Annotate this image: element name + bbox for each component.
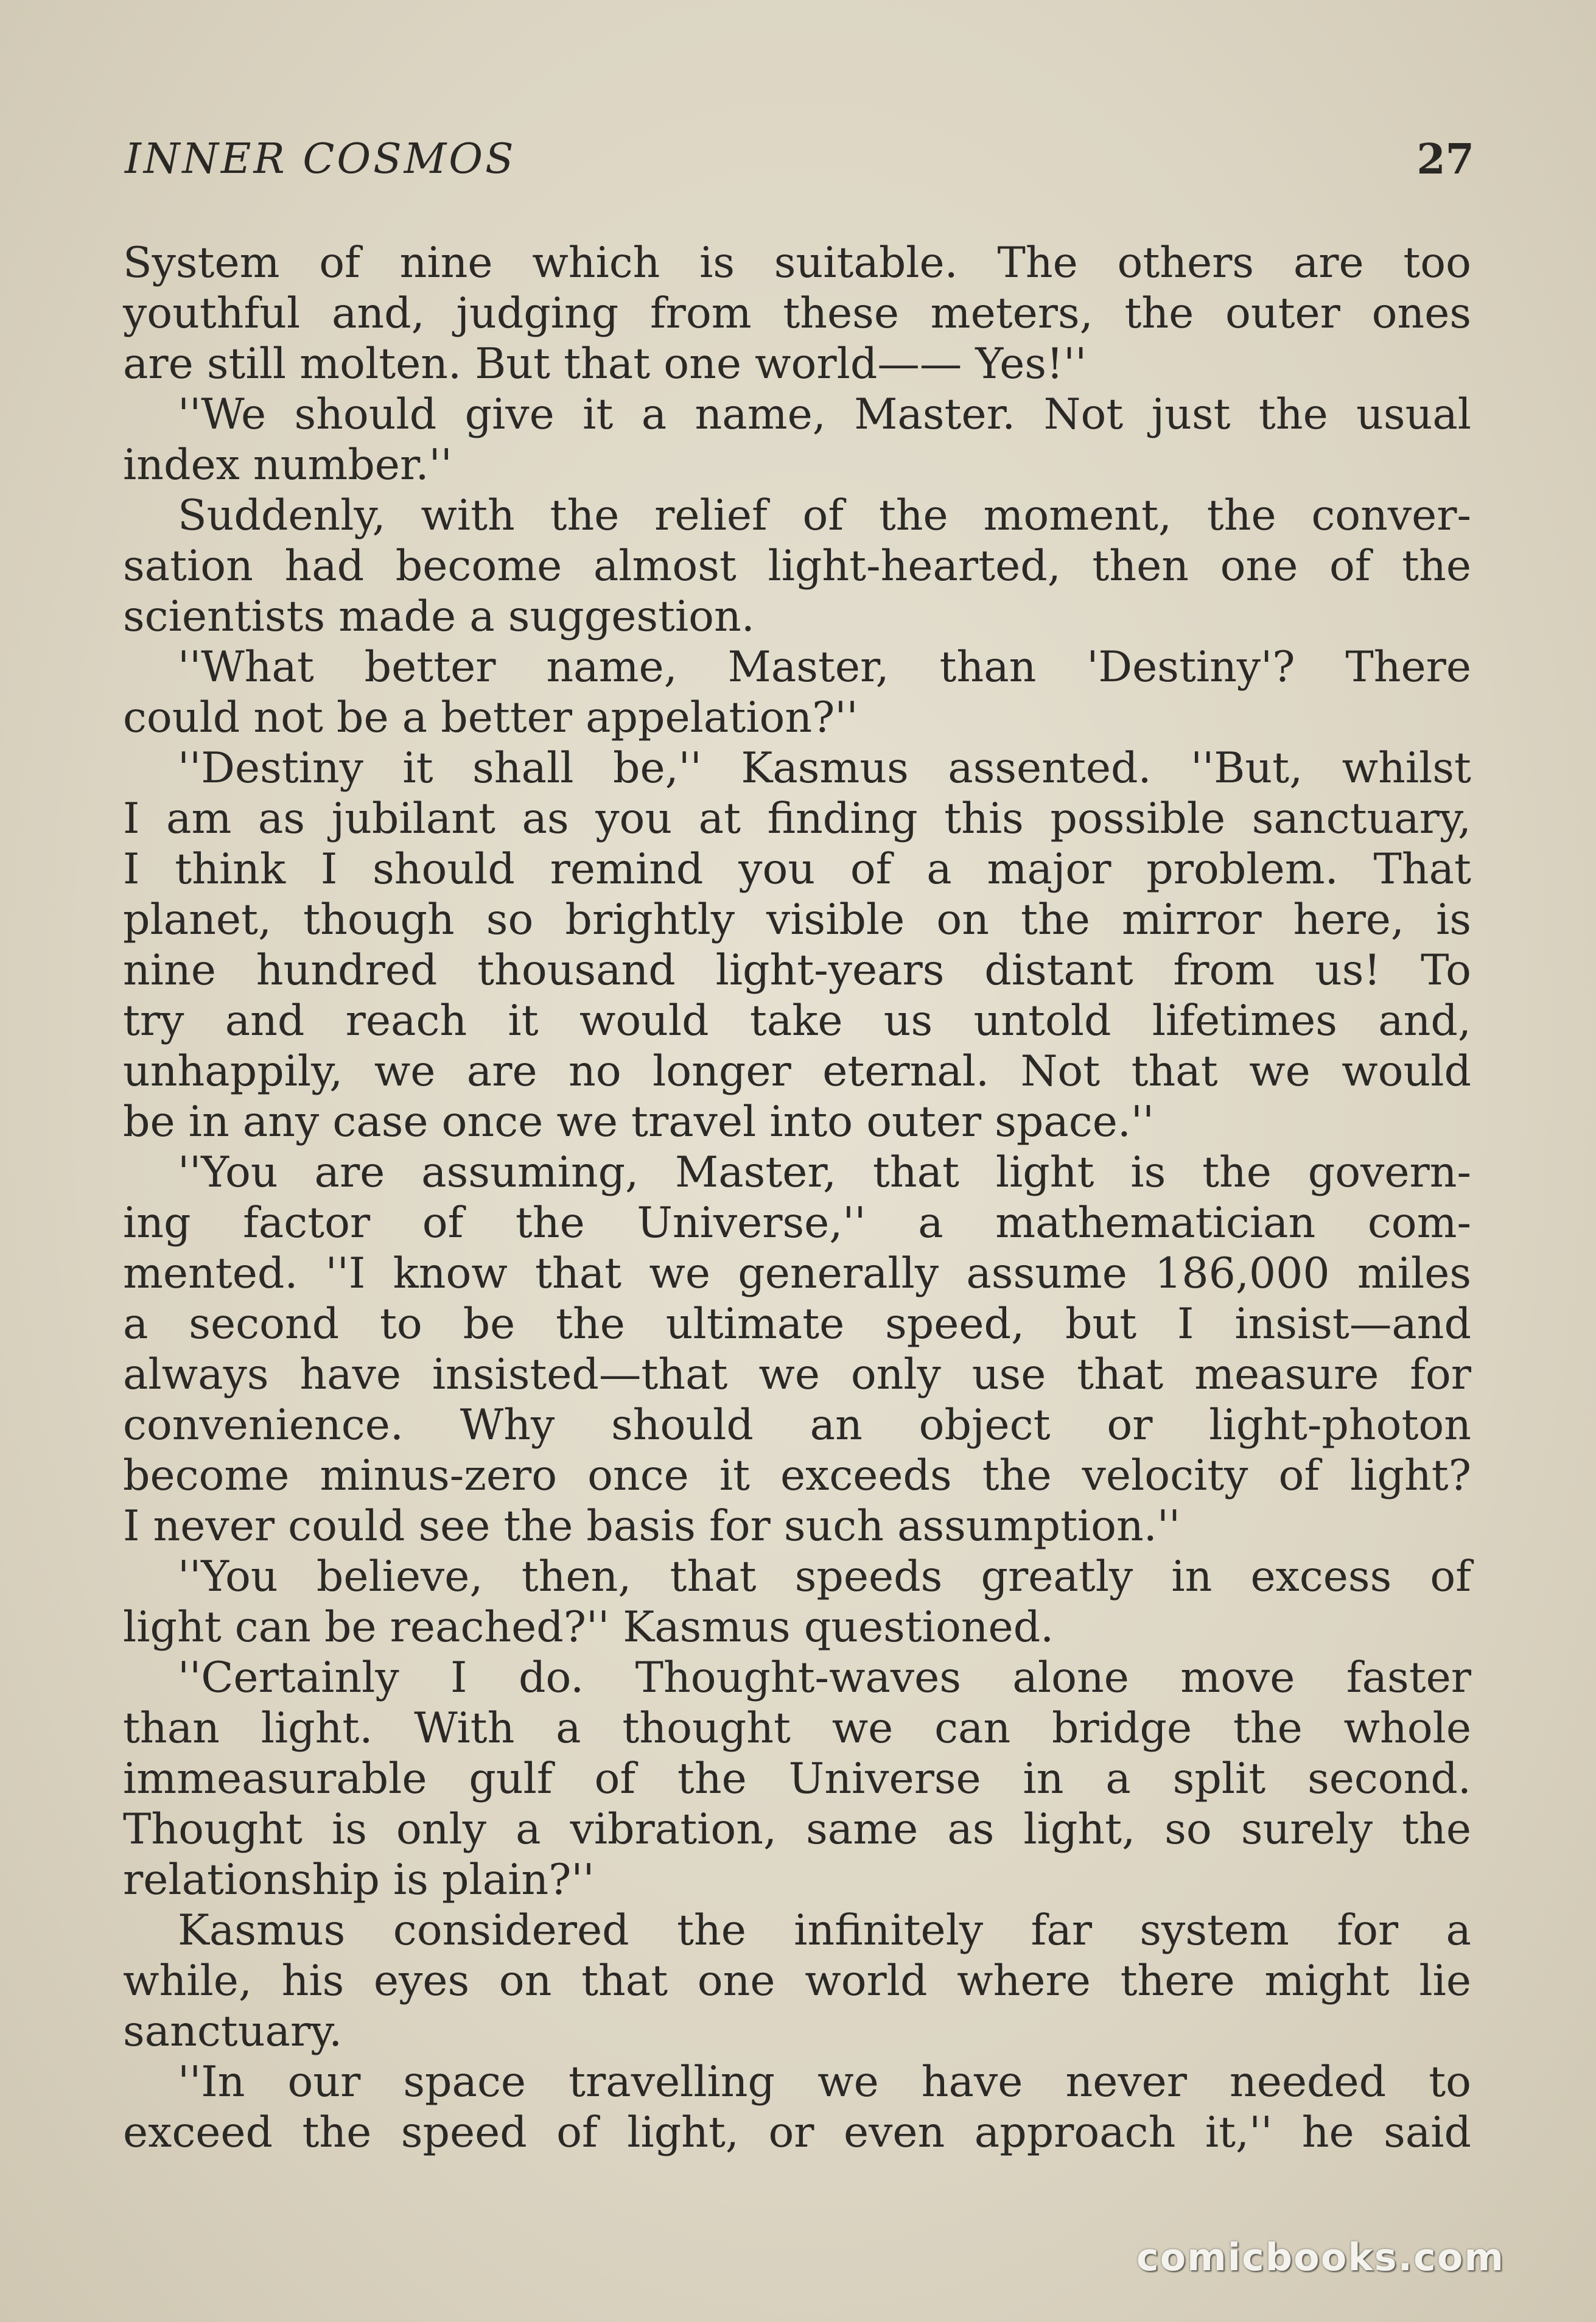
text-line: become minus-zero once it exceeds the velocity of light? bbox=[123, 1451, 1471, 1500]
text-line: ''What better name, Master, than 'Destiny'? There bbox=[178, 642, 1471, 692]
paragraph bbox=[123, 1147, 1471, 1551]
paragraph bbox=[123, 743, 1471, 1147]
text-line: exceed the speed of light, or even approach it,'' he said bbox=[123, 2108, 1471, 2157]
text-line: immeasurable gulf of the Universe in a split second. bbox=[123, 1754, 1471, 1803]
running-head-title: INNER COSMOS bbox=[125, 135, 516, 183]
text-line: sation had become almost light-hearted, then one of the bbox=[123, 541, 1471, 591]
text-line: relationship is plain?'' bbox=[123, 1855, 595, 1904]
text-line: convenience. Why should an object or light-photon bbox=[123, 1400, 1471, 1450]
text-line: mented. ''I know that we generally assume 186,000 miles bbox=[123, 1249, 1471, 1298]
paragraph bbox=[123, 1905, 1471, 2057]
text-line: always have insisted—that we only use that measure for bbox=[123, 1350, 1471, 1399]
text-line: index number.'' bbox=[123, 440, 452, 489]
text-line: ''In our space travelling we have never needed to bbox=[178, 2057, 1471, 2106]
text-line: sanctuary. bbox=[123, 2007, 343, 2056]
paragraph bbox=[123, 237, 1471, 389]
paragraph bbox=[123, 389, 1471, 490]
paragraph bbox=[123, 1551, 1471, 1652]
running-head bbox=[125, 135, 1474, 202]
watermark: comicbooks.com bbox=[1136, 2235, 1505, 2279]
paragraph bbox=[123, 1652, 1471, 1905]
text-line: try and reach it would take us untold lifetimes and, bbox=[123, 996, 1471, 1045]
text-line: planet, though so brightly visible on the mirror here, is bbox=[123, 895, 1471, 944]
text-line: unhappily, we are no longer eternal. Not that we would bbox=[123, 1047, 1471, 1096]
text-line: System of nine which is suitable. The others are too bbox=[123, 238, 1471, 287]
text-line: I am as jubilant as you at finding this possible sanctuary, bbox=[123, 794, 1471, 843]
body-text bbox=[123, 237, 1471, 2158]
text-line: ''We should give it a name, Master. Not just the usual bbox=[178, 390, 1471, 439]
text-line: be in any case once we travel into outer space.'' bbox=[123, 1097, 1155, 1146]
text-line: I think I should remind you of a major problem. That bbox=[123, 844, 1471, 894]
text-line: Thought is only a vibration, same as light, so surely the bbox=[123, 1805, 1471, 1854]
text-line: ''Destiny it shall be,'' Kasmus assented. ''But, whilst bbox=[178, 743, 1471, 793]
paragraph bbox=[123, 2057, 1471, 2158]
text-line: nine hundred thousand light-years distant from us! To bbox=[123, 945, 1471, 995]
paragraph bbox=[123, 490, 1471, 642]
text-line: light can be reached?'' Kasmus questioned. bbox=[123, 1602, 1054, 1652]
text-line: I never could see the basis for such assumption.'' bbox=[123, 1501, 1181, 1551]
text-line: Kasmus considered the infinitely far system for a bbox=[178, 1906, 1471, 1955]
text-line: ing factor of the Universe,'' a mathematician com- bbox=[123, 1198, 1471, 1247]
text-line: youthful and, judging from these meters, the outer ones bbox=[123, 289, 1471, 338]
page-number: 27 bbox=[1416, 135, 1474, 184]
text-line: ''You are assuming, Master, that light is the govern- bbox=[178, 1148, 1471, 1197]
text-line: while, his eyes on that one world where there might lie bbox=[123, 1956, 1471, 2005]
text-line: a second to be the ultimate speed, but I insist—and bbox=[123, 1299, 1471, 1349]
text-line: ''Certainly I do. Thought-waves alone move faster bbox=[178, 1653, 1471, 1702]
text-line: could not be a better appelation?'' bbox=[123, 693, 858, 742]
paragraph bbox=[123, 642, 1471, 743]
text-line: scientists made a suggestion. bbox=[123, 592, 755, 641]
text-line: Suddenly, with the relief of the moment, the conver- bbox=[178, 491, 1471, 540]
text-line: are still molten. But that one world—— Yes!'' bbox=[123, 339, 1087, 388]
text-line: ''You believe, then, that speeds greatly in excess of bbox=[178, 1552, 1471, 1601]
text-line: than light. With a thought we can bridge the whole bbox=[123, 1703, 1471, 1753]
